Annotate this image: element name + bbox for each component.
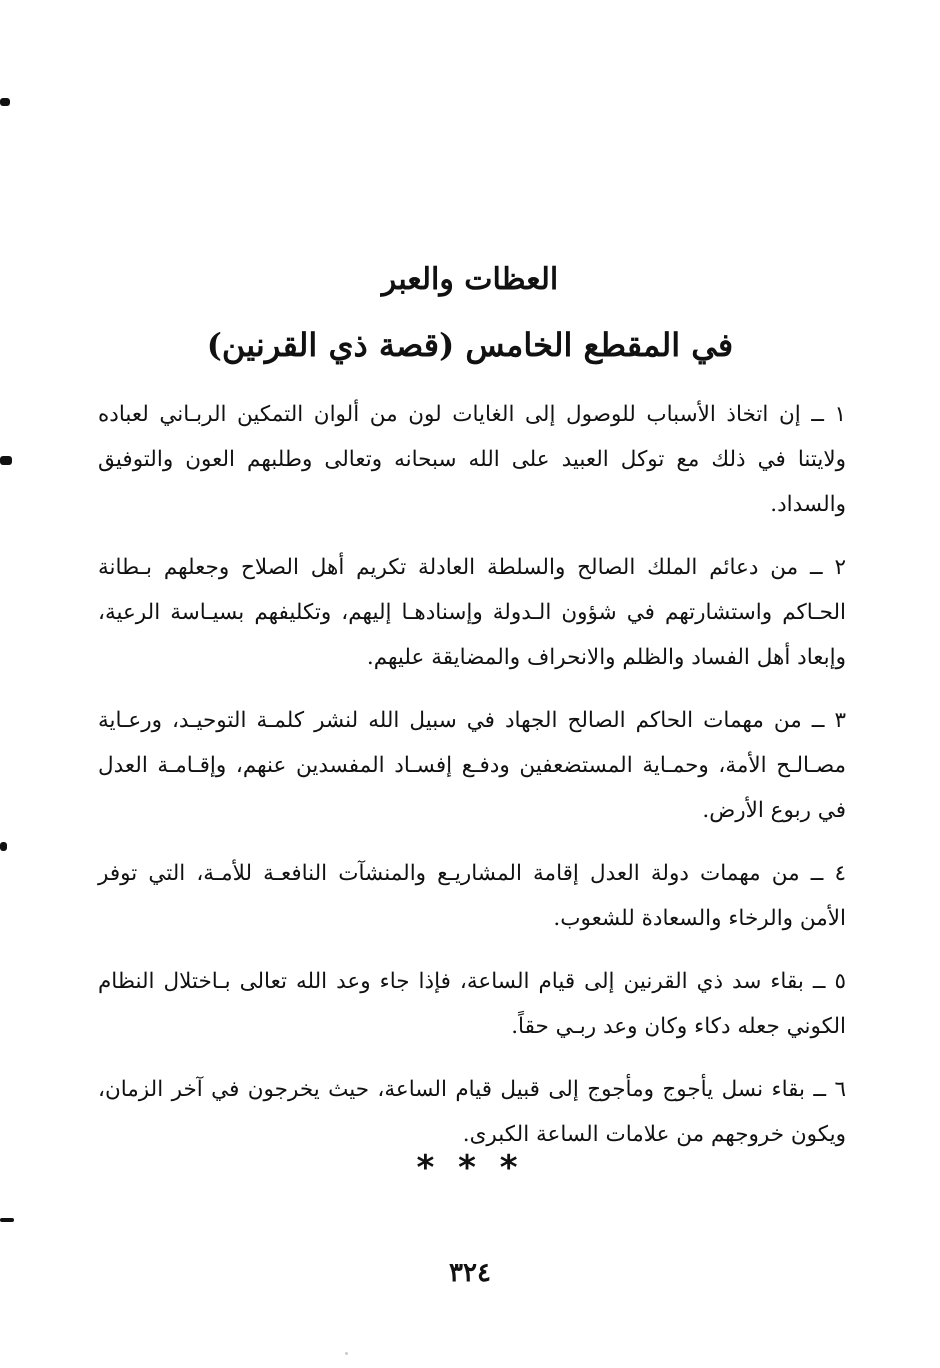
lesson-paragraph-5: ٥ ــ بقاء سد ذي القرنين إلى قيام الساعة، فإذا جاء وعد الله تعالى بـاختلال النظام الكوني جعله دكاء وكان وعد ربـي حقاً.: [98, 969, 846, 1039]
lesson-paragraph-3: ٣ ــ من مهمات الحاكم الصالح الجهاد في سبيل الله لنشر كلمـة التوحيـد، ورعـاية مصـالـح الأمة، وحمـاية المستضعفين ودفـع إفسـاد المفسدين عنهم، وإقـامـة العدل في ربوع الأرض.: [98, 708, 846, 823]
page-number: ٣٢٤: [449, 1258, 491, 1288]
margin-mark: [0, 456, 12, 465]
margin-mark: [0, 1218, 14, 1222]
section-subtitle: في المقطع الخامس (قصة ذي القرنين): [206, 326, 734, 364]
lesson-paragraph-4: ٤ ــ من مهمات دولة العدل إقامة المشاريـع والمنشآت النافعـة للأمـة، التي توفر الأمن والرخاء والسعادة للشعوب.: [98, 861, 846, 931]
lesson-paragraph-6: ٦ ــ بقاء نسل يأجوج ومأجوج إلى قبيل قيام الساعة، حيث يخرجون في آخر الزمان، ويكون خروجهم من علامات الساعة الكبرى.: [98, 1077, 846, 1147]
lesson-paragraph-2: ٢ ــ من دعائم الملك الصالح والسلطة العادلة تكريم أهل الصلاح وجعلهم بـطانة الحـاكم واستشارتهم في شؤون الـدولة وإسنادهـا إليهم، وتكليفهم بسيـاسة الرعية، وإبعاد أهل الفساد والظلم والانحراف والمضايقة عليهم.: [98, 555, 846, 670]
section-separator: * * *: [416, 1148, 524, 1188]
paper-speck: [345, 1352, 348, 1355]
section-title: العظات والعبر: [381, 262, 559, 297]
lessons-list: [98, 392, 846, 1175]
margin-mark: [0, 98, 10, 106]
margin-mark: [0, 842, 7, 851]
lesson-paragraph-1: ١ ــ إن اتخاذ الأسباب للوصول إلى الغايات لون من ألوان التمكين الربـاني لعباده ولايتنا في ذلك مع توكل العبيد على الله سبحانه وتعالى وطلبهم العون والتوفيق والسداد.: [98, 402, 846, 517]
